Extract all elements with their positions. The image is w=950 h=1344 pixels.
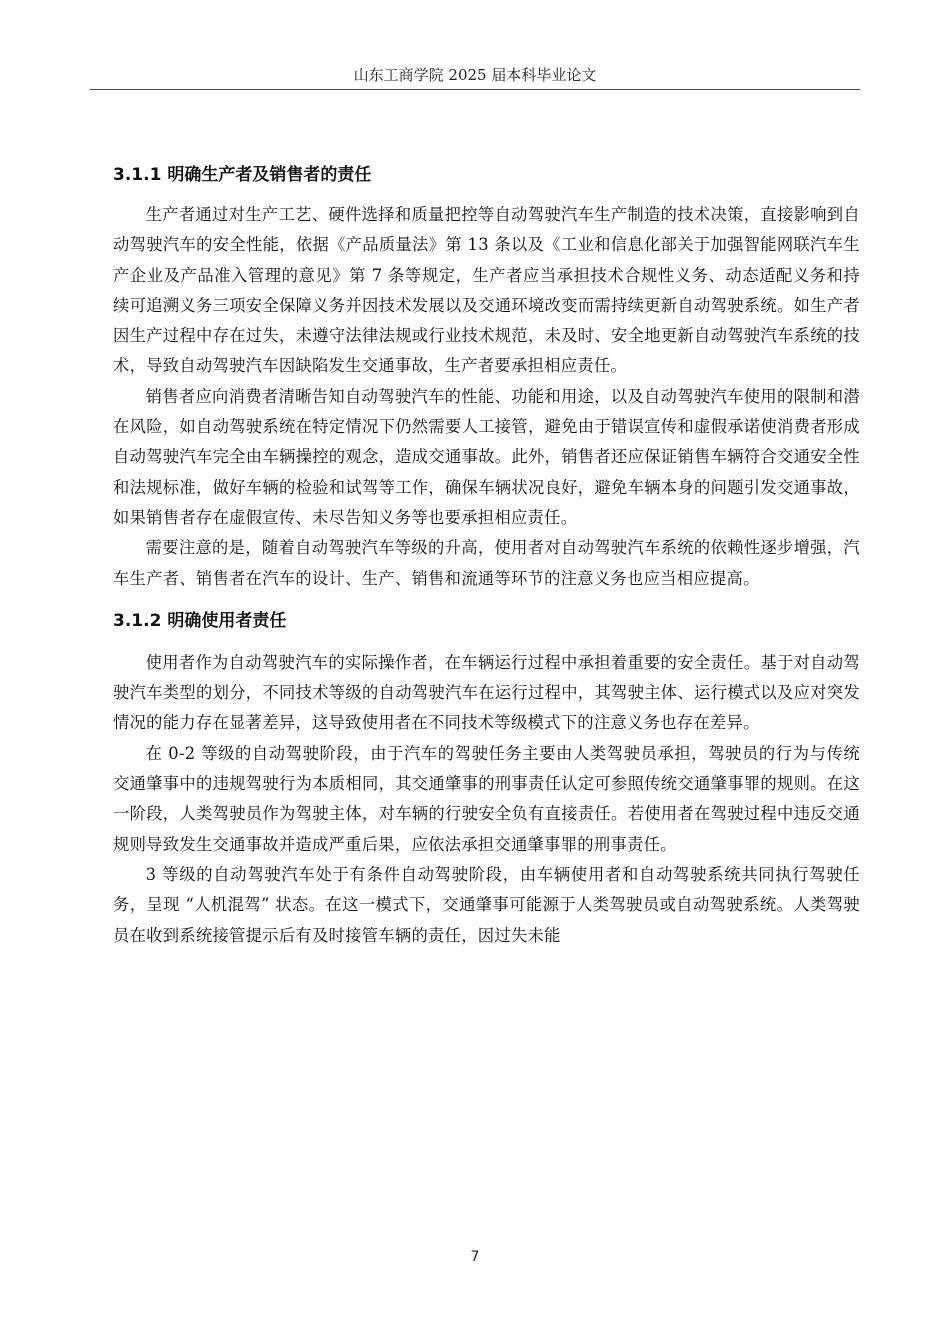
paragraph: 需要注意的是，随着自动驾驶汽车等级的升高，使用者对自动驾驶汽车系统的依赖性逐步增强，汽车生产者、销售者在汽车的设计、生产、销售和流通等环节的注意义务也应当相应提高。 bbox=[113, 538, 860, 588]
section-heading-3-1-2: 3.1.2 明确使用者责任 bbox=[113, 610, 287, 631]
paragraph: 在 0-2 等级的自动驾驶阶段，由于汽车的驾驶任务主要由人类驾驶员承担，驾驶员的行为与传统交通肇事中的违规驾驶行为本质相同，其交通肇事的刑事责任认定可参照传统交通肇事罪的规则。在这一阶段，人类驾驶员作为驾驶主体，对车辆的行驶安全负有直接责任。若使用者在驾驶过程中违反交通规则导致发生交通事故并造成严重后果，应依法承担交通肇事罪的刑事责任。 bbox=[113, 743, 860, 854]
page-number: 7 bbox=[470, 1249, 480, 1265]
paragraph: 使用者作为自动驾驶汽车的实际操作者，在车辆运行过程中承担着重要的安全责任。基于对自动驾驶汽车类型的划分，不同技术等级的自动驾驶汽车在运行过程中，其驾驶主体、运行模式以及应对突发情况的能力存在显著差异，这导致使用者在不同技术等级模式下的注意义务也存在差异。 bbox=[113, 652, 860, 733]
header-divider bbox=[90, 89, 860, 90]
running-header: 山东工商学院 2025 届本科毕业论文 bbox=[353, 66, 597, 84]
page-body bbox=[113, 160, 860, 951]
paragraph: 3 等级的自动驾驶汽车处于有条件自动驾驶阶段，由车辆使用者和自动驾驶系统共同执行驾驶任务，呈现 “人机混驾” 状态。在这一模式下，交通肇事可能源于人类驾驶员或自动驾驶系统。人类驾驶员在收到系统接管提示后有及时接管车辆的责任，因过失未能 bbox=[113, 864, 860, 945]
paragraph: 生产者通过对生产工艺、硬件选择和质量把控等自动驾驶汽车生产制造的技术决策，直接影响到自动驾驶汽车的安全性能，依据《产品质量法》第 13 条以及《工业和信息化部关于加强智能网联汽车生产企业及产品准入管理的意见》第 7 条等规定，生产者应当承担技术合规性义务、动态适配义务和持续可追溯义务三项安全保障义务并因技术发展以及交通环境改变而需持续更新自动驾驶系统。如生产者因生产过程中存在过失，未遵守法律法规或行业技术规范，未及时、安全地更新自动驾驶汽车系统的技术，导致自动驾驶汽车因缺陷发生交通事故，生产者要承担相应责任。 bbox=[113, 205, 860, 376]
paragraph: 销售者应向消费者清晰告知自动驾驶汽车的性能、功能和用途，以及自动驾驶汽车使用的限制和潜在风险，如自动驾驶系统在特定情况下仍然需要人工接管，避免由于错误宣传和虚假承诺使消费者形成自动驾驶汽车完全由车辆操控的观念，造成交通事故。此外，销售者还应保证销售车辆符合交通安全性和法规标准，做好车辆的检验和试驾等工作，确保车辆状况良好，避免车辆本身的问题引发交通事故，如果销售者存在虚假宣传、未尽告知义务等也要承担相应责任。 bbox=[113, 386, 860, 527]
section-heading-3-1-1: 3.1.1 明确生产者及销售者的责任 bbox=[113, 165, 372, 185]
